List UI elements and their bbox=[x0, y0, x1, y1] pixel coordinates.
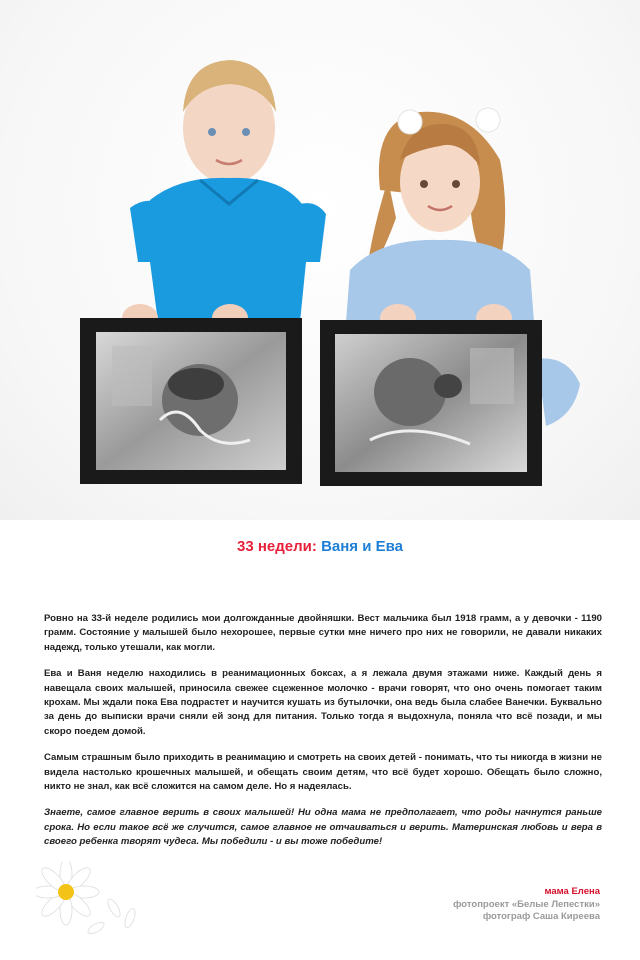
boy-figure bbox=[122, 60, 326, 332]
page-title bbox=[0, 538, 640, 555]
right-photo-frame bbox=[320, 320, 542, 486]
left-photo-frame bbox=[80, 318, 302, 484]
story-paragraph-4: Знаете, самое главное верить в своих малышей! Ни одна мама не предполагает, что роды начнутся раньше срока. Но если такое всё же случится, самое главное не отчаиваться и верить. Материнская любовь и вера в своего ребенка творят чудеса. Мы победили - и вы тоже победите! bbox=[44, 807, 602, 848]
story-paragraph-1: Ровно на 33-й неделе родились мои долгожданные двойняшки. Вест мальчика был 1918 грамм, а у девочки - 1190 грамм. Состояние у малышей было нехорошее, первые сутки мне ничего про них не говорили, не давали никаких надежд, только утешали, как могли. bbox=[44, 613, 602, 653]
story-text bbox=[44, 612, 602, 862]
story-paragraph-3: Самым страшным было приходить в реанимацию и смотреть на своих детей - понимать, что ты никогда в жизни не видела настолько крошечных малышей, и обещать своим детям, что всё будет хорошо. Обещать было сложно, никто не знал, как всё сложится на самом деле. Но я надеялась. bbox=[44, 752, 602, 793]
credit-photographer: фотограф Саша Киреева bbox=[482, 911, 600, 922]
daisy-icon bbox=[36, 862, 146, 947]
credits bbox=[453, 886, 600, 924]
credit-author: мама Елена bbox=[544, 886, 600, 897]
title-weeks: 33 недели: bbox=[237, 538, 317, 555]
title-names: Ваня и Ева bbox=[321, 538, 403, 555]
story-paragraph-2: Ева и Ваня неделю находились в реанимационных боксах, а я лежала двумя этажами ниже. Каждый день я навещала своих малышей, приносила свежее сцеженное молочко - врачи говорят, что оно очень помогает таким крохам. Мы ждали пока Ева подрастет и научится кушать из бутылочки, она ведь была слабее Ванечки. Буквально за день до выписки врачи сняли ей зонд для питания. Только тогда я выдохнула, поняла что всё позади, и мы скоро поедем домой. bbox=[44, 668, 602, 737]
credit-project: фотопроект «Белые Лепестки» bbox=[453, 898, 600, 910]
